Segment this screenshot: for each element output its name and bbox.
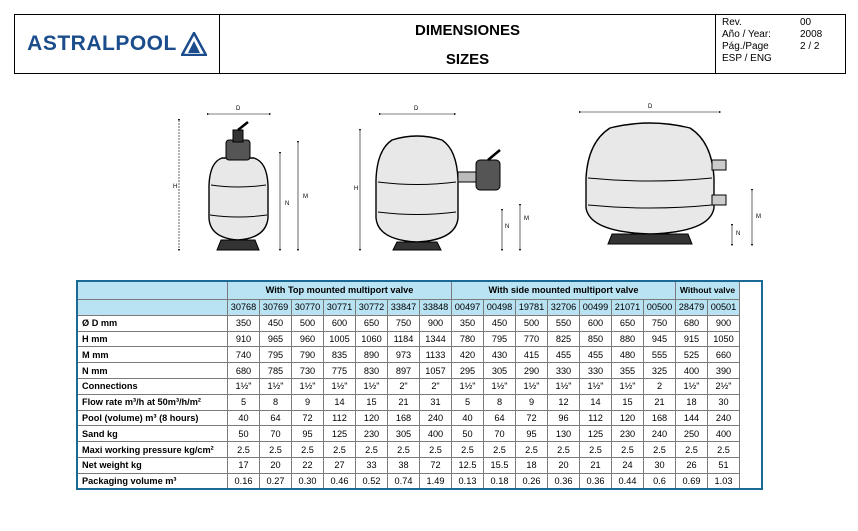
spec-value: 790: [292, 347, 324, 363]
spec-value: 2.5: [388, 442, 420, 458]
spec-value: 112: [324, 410, 356, 426]
spec-value: 450: [260, 315, 292, 331]
spec-value: 120: [612, 410, 644, 426]
group-without-valve: Without valve: [676, 281, 740, 300]
spec-value: 355: [612, 363, 644, 379]
spec-value: 400: [420, 426, 452, 442]
spec-value: 125: [324, 426, 356, 442]
spec-value: 0.36: [580, 473, 612, 489]
group-header-row: [77, 281, 740, 300]
spec-value: 330: [580, 363, 612, 379]
spec-value: 70: [260, 426, 292, 442]
filter-side-mount-drawing: [360, 114, 520, 250]
model-code: 30769: [260, 300, 292, 316]
spec-value: 450: [484, 315, 516, 331]
meta-row: Pág./Page 2 / 2: [722, 41, 820, 52]
spec-value: 38: [388, 457, 420, 473]
spec-value: 9: [292, 394, 324, 410]
spec-value: 50: [228, 426, 260, 442]
spec-value: 125: [580, 426, 612, 442]
spec-value: 650: [356, 315, 388, 331]
spec-label: Packaging volume m³: [77, 473, 228, 489]
spec-value: 112: [580, 410, 612, 426]
spec-value: 1.49: [420, 473, 452, 489]
spec-value: 415: [516, 347, 548, 363]
model-code: 30770: [292, 300, 324, 316]
spec-value: 120: [356, 410, 388, 426]
spec-value: 295: [452, 363, 484, 379]
spec-value: 1½": [676, 378, 708, 394]
spec-value: 30: [644, 457, 676, 473]
spec-row: [77, 378, 740, 394]
spec-value: 1005: [324, 331, 356, 347]
spec-row: [77, 394, 740, 410]
astralpool-logo: [27, 31, 207, 57]
spec-value: 72: [292, 410, 324, 426]
spec-value: 0.13: [452, 473, 484, 489]
spec-value: 0.36: [548, 473, 580, 489]
filter-without-valve-drawing: [580, 112, 752, 245]
spec-value: 70: [484, 426, 516, 442]
spec-value: 1133: [420, 347, 452, 363]
spec-value: 500: [516, 315, 548, 331]
spec-value: 600: [324, 315, 356, 331]
document-header: [14, 14, 846, 74]
spec-value: 21: [580, 457, 612, 473]
spec-value: 2.5: [708, 442, 740, 458]
title-es: DIMENSIONES: [414, 22, 520, 39]
spec-value: 21: [644, 394, 676, 410]
dim-label-d1: D: [236, 106, 241, 112]
spec-value: 2.5: [516, 442, 548, 458]
spec-value: 290: [516, 363, 548, 379]
spec-value: 2.5: [484, 442, 516, 458]
model-code: 30771: [324, 300, 356, 316]
spec-value: 2": [388, 378, 420, 394]
model-code: 30772: [356, 300, 388, 316]
spec-row: [77, 457, 740, 473]
spec-value: 50: [452, 426, 484, 442]
spec-value: 780: [452, 331, 484, 347]
spec-value: 31: [420, 394, 452, 410]
spec-value: 17: [228, 457, 260, 473]
dim-label-h1: H: [173, 184, 178, 190]
spec-value: 14: [580, 394, 612, 410]
model-code: 33848: [420, 300, 452, 316]
spec-value: 0.52: [356, 473, 388, 489]
spec-value: 785: [260, 363, 292, 379]
spec-value: 64: [484, 410, 516, 426]
logo-area: [15, 15, 220, 73]
spec-value: 0.74: [388, 473, 420, 489]
spec-value: 168: [388, 410, 420, 426]
spec-value: 1½": [356, 378, 388, 394]
spec-value: 8: [260, 394, 292, 410]
model-code: 19781: [516, 300, 548, 316]
dim-label-d3: D: [648, 104, 653, 110]
spec-value: 680: [228, 363, 260, 379]
spec-value: 1060: [356, 331, 388, 347]
spec-value: 144: [676, 410, 708, 426]
corner-cell: [77, 281, 228, 300]
spec-value: 1184: [388, 331, 420, 347]
spec-value: 2.5: [612, 442, 644, 458]
dim-label-m3: M: [756, 214, 761, 220]
spec-value: 825: [548, 331, 580, 347]
spec-value: 0.18: [484, 473, 516, 489]
logo-triangle-icon: [181, 32, 207, 56]
spec-value: 15: [356, 394, 388, 410]
spec-row: [77, 410, 740, 426]
group-side-mounted: With side mounted multiport valve: [452, 281, 676, 300]
spec-value: 95: [292, 426, 324, 442]
spec-label: Sand kg: [77, 426, 228, 442]
spec-value: 21: [388, 394, 420, 410]
spec-value: 18: [516, 457, 548, 473]
spec-value: 240: [644, 426, 676, 442]
spec-value: 1½": [484, 378, 516, 394]
meta-row: Año / Year: 2008: [722, 29, 823, 40]
spec-value: 15: [612, 394, 644, 410]
spec-value: 2.5: [228, 442, 260, 458]
spec-value: 1½": [324, 378, 356, 394]
spec-value: 740: [228, 347, 260, 363]
spec-value: 1½": [260, 378, 292, 394]
group-top-mounted: With Top mounted multiport valve: [228, 281, 452, 300]
spec-row: [77, 442, 740, 458]
spec-value: 1344: [420, 331, 452, 347]
spec-label: Pool (volume) m³ (8 hours): [77, 410, 228, 426]
spec-value: 973: [388, 347, 420, 363]
spec-value: 680: [676, 315, 708, 331]
spec-value: 1½": [228, 378, 260, 394]
spec-value: 15.5: [484, 457, 516, 473]
spec-value: 24: [612, 457, 644, 473]
spec-label: Flow rate m³/h at 50m³/h/m²: [77, 394, 228, 410]
spec-value: 20: [260, 457, 292, 473]
spec-value: 900: [420, 315, 452, 331]
spec-table-body: [77, 281, 740, 490]
spec-value: 20: [548, 457, 580, 473]
spec-value: 230: [356, 426, 388, 442]
model-code: 33847: [388, 300, 420, 316]
model-code: 00498: [484, 300, 516, 316]
spec-value: 240: [708, 410, 740, 426]
spec-value: 0.27: [260, 473, 292, 489]
spec-value: 400: [708, 426, 740, 442]
dim-label-m1: M: [303, 194, 308, 200]
spec-value: 0.30: [292, 473, 324, 489]
model-code-row: [77, 300, 740, 316]
dim-label-n2: N: [505, 224, 510, 230]
spec-value: 0.26: [516, 473, 548, 489]
model-code: 30768: [228, 300, 260, 316]
spec-value: 770: [516, 331, 548, 347]
spec-value: 400: [676, 363, 708, 379]
spec-value: 660: [708, 347, 740, 363]
meta-row: ESP / ENG: [722, 53, 772, 64]
spec-row: [77, 426, 740, 442]
spec-value: 2.5: [644, 442, 676, 458]
filter-top-mount-drawing: [179, 114, 298, 250]
model-code: 00501: [708, 300, 740, 316]
spec-value: 880: [612, 331, 644, 347]
spec-value: 14: [324, 394, 356, 410]
logo-text: ASTRALPOOL: [27, 32, 177, 55]
spec-value: 910: [228, 331, 260, 347]
spec-value: 795: [484, 331, 516, 347]
spec-value: 30: [708, 394, 740, 410]
spec-value: 420: [452, 347, 484, 363]
spec-value: 1½": [292, 378, 324, 394]
spec-value: 18: [676, 394, 708, 410]
model-code: 32706: [548, 300, 580, 316]
title-en: SIZES: [445, 51, 490, 68]
spec-value: 51: [708, 457, 740, 473]
spec-value: 0.46: [324, 473, 356, 489]
spec-value: 2.5: [260, 442, 292, 458]
spec-value: 2.5: [452, 442, 484, 458]
spec-row: [77, 331, 740, 347]
spec-value: 33: [356, 457, 388, 473]
spec-value: 775: [324, 363, 356, 379]
spec-row: [77, 363, 740, 379]
spec-value: 27: [324, 457, 356, 473]
spec-value: 650: [612, 315, 644, 331]
spec-value: 12.5: [452, 457, 484, 473]
spec-value: 5: [452, 394, 484, 410]
spec-value: 835: [324, 347, 356, 363]
dim-label-n3: N: [736, 231, 741, 237]
spec-value: 96: [548, 410, 580, 426]
model-code: 00500: [644, 300, 676, 316]
spec-value: 9: [516, 394, 548, 410]
spec-value: 2.5: [356, 442, 388, 458]
spec-value: 40: [452, 410, 484, 426]
spec-value: 72: [516, 410, 548, 426]
dim-label-d2: D: [414, 106, 419, 112]
spec-value: 915: [676, 331, 708, 347]
spec-value: 897: [388, 363, 420, 379]
specifications-table: [76, 280, 740, 490]
spec-value: 960: [292, 331, 324, 347]
spec-value: 2½": [708, 378, 740, 394]
model-code: 28479: [676, 300, 708, 316]
spec-value: 1½": [580, 378, 612, 394]
spec-value: 40: [228, 410, 260, 426]
spec-label: N mm: [77, 363, 228, 379]
spec-value: 945: [644, 331, 676, 347]
spec-value: 750: [644, 315, 676, 331]
spec-value: 1.03: [708, 473, 740, 489]
dim-label-m2: M: [524, 216, 529, 222]
model-code: 00499: [580, 300, 612, 316]
spec-row: [77, 315, 740, 331]
spec-label: H mm: [77, 331, 228, 347]
spec-value: 965: [260, 331, 292, 347]
dim-label-h2: H: [354, 186, 359, 192]
spec-value: 0.69: [676, 473, 708, 489]
spec-value: 130: [548, 426, 580, 442]
spec-value: 72: [420, 457, 452, 473]
spec-value: 325: [644, 363, 676, 379]
spec-value: 480: [612, 347, 644, 363]
spec-value: 230: [612, 426, 644, 442]
title-area: [220, 15, 716, 73]
spec-value: 2": [420, 378, 452, 394]
spec-value: 1½": [452, 378, 484, 394]
spec-label: M mm: [77, 347, 228, 363]
spec-value: 500: [292, 315, 324, 331]
spec-value: 5: [228, 394, 260, 410]
spec-value: 795: [260, 347, 292, 363]
spec-value: 305: [484, 363, 516, 379]
meta-row: Rev. 00: [722, 17, 812, 28]
spec-value: 550: [548, 315, 580, 331]
spec-value: 2.5: [580, 442, 612, 458]
spec-value: 2.5: [324, 442, 356, 458]
revision-block: [716, 15, 845, 73]
spec-value: 1050: [708, 331, 740, 347]
spec-value: 600: [580, 315, 612, 331]
spec-value: 2.5: [420, 442, 452, 458]
spec-value: 900: [708, 315, 740, 331]
spec-value: 240: [420, 410, 452, 426]
spec-value: 250: [676, 426, 708, 442]
spec-value: 8: [484, 394, 516, 410]
spec-value: 730: [292, 363, 324, 379]
spec-value: 2.5: [292, 442, 324, 458]
filter-drawings: [0, 90, 858, 275]
spec-value: 350: [228, 315, 260, 331]
spec-value: 168: [644, 410, 676, 426]
spec-label: Ø D mm: [77, 315, 228, 331]
spec-value: 1057: [420, 363, 452, 379]
spec-value: 390: [708, 363, 740, 379]
spec-value: 22: [292, 457, 324, 473]
spec-label: Net weight kg: [77, 457, 228, 473]
spec-value: 455: [548, 347, 580, 363]
spec-value: 2.5: [676, 442, 708, 458]
spec-label: Connections: [77, 378, 228, 394]
spec-value: 555: [644, 347, 676, 363]
spec-value: 0.6: [644, 473, 676, 489]
spec-value: 12: [548, 394, 580, 410]
spec-value: 1½": [548, 378, 580, 394]
spec-value: 890: [356, 347, 388, 363]
spec-value: 830: [356, 363, 388, 379]
spec-value: 2.5: [548, 442, 580, 458]
spec-value: 330: [548, 363, 580, 379]
spec-value: 305: [388, 426, 420, 442]
dim-label-n1: N: [285, 201, 290, 207]
spec-row: [77, 347, 740, 363]
spec-value: 525: [676, 347, 708, 363]
spec-label: Maxi working pressure kg/cm²: [77, 442, 228, 458]
spec-value: 350: [452, 315, 484, 331]
spec-value: 430: [484, 347, 516, 363]
spec-value: 1½": [612, 378, 644, 394]
spec-value: 0.16: [228, 473, 260, 489]
code-label-cell: [77, 300, 228, 316]
spec-value: 850: [580, 331, 612, 347]
model-code: 21071: [612, 300, 644, 316]
model-code: 00497: [452, 300, 484, 316]
spec-value: 1½": [516, 378, 548, 394]
spec-value: 95: [516, 426, 548, 442]
spec-value: 26: [676, 457, 708, 473]
spec-value: 750: [388, 315, 420, 331]
spec-value: 64: [260, 410, 292, 426]
spec-value: 2: [644, 378, 676, 394]
spec-row: [77, 473, 740, 489]
spec-value: 455: [580, 347, 612, 363]
spec-value: 0.44: [612, 473, 644, 489]
